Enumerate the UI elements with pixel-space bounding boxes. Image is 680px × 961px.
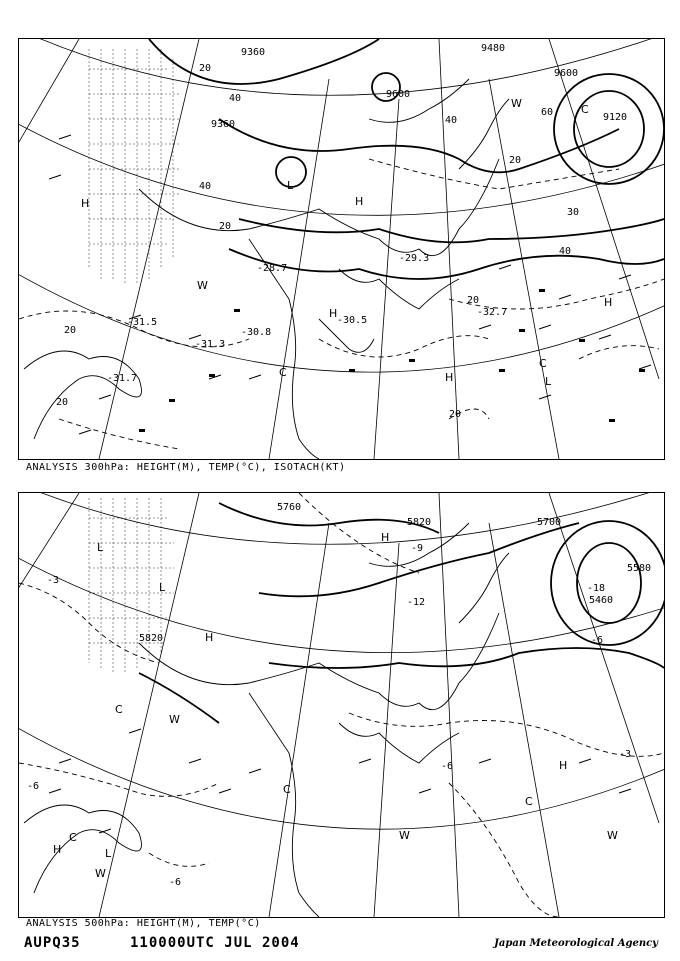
system-marker: L	[545, 375, 552, 388]
system-marker: H	[205, 631, 214, 644]
lower-latitude-circles	[19, 493, 664, 829]
system-marker: L	[287, 179, 294, 192]
isotach-label: 60	[541, 107, 554, 118]
system-marker: H	[53, 843, 62, 856]
upper-isotachs	[19, 159, 664, 449]
system-marker: L	[159, 581, 166, 594]
temp-label: -31.3	[195, 339, 226, 350]
upper-map-canvas	[19, 39, 664, 459]
system-marker: L	[105, 847, 112, 860]
system-marker: C	[115, 703, 123, 716]
system-marker: C	[539, 357, 547, 370]
temp-label: -30.5	[337, 315, 368, 326]
temp-label: -29.3	[399, 253, 430, 264]
temp-label: -9	[411, 543, 424, 554]
upper-height-contours	[149, 39, 664, 279]
temp-label: -31.5	[127, 317, 158, 328]
upper-wind-barbs	[49, 135, 651, 434]
temp-label: -18	[587, 583, 606, 594]
isotach-label: 20	[219, 221, 232, 232]
system-marker: H	[559, 759, 568, 772]
isotach-label: 40	[229, 93, 242, 104]
system-marker: W	[95, 867, 106, 880]
isotach-label: 40	[445, 115, 458, 126]
lower-map-canvas	[19, 493, 664, 917]
upper-panel-caption: ANALYSIS 300hPa: HEIGHT(M), TEMP(°C), ISOTACH(KT)	[26, 462, 346, 473]
system-marker: H	[381, 531, 390, 544]
isotach-label: 20	[449, 409, 462, 420]
system-marker: C	[283, 783, 291, 796]
system-marker: W	[399, 829, 410, 842]
lower-panel-caption: ANALYSIS 500hPa: HEIGHT(M), TEMP(°C)	[26, 918, 261, 929]
temp-label: -32.7	[477, 307, 508, 318]
isotach-label: 20	[64, 325, 77, 336]
system-marker: H	[329, 307, 338, 320]
height-label: 9120	[603, 112, 628, 123]
temp-label: -6	[169, 877, 182, 888]
system-marker: C	[279, 366, 287, 379]
chart-code: AUPQ35	[24, 935, 81, 951]
temp-label: -3	[47, 575, 60, 586]
system-marker: L	[97, 541, 104, 554]
temp-label: -3	[619, 749, 632, 760]
height-label: 5820	[407, 517, 432, 528]
system-marker: W	[197, 279, 208, 292]
height-label: 9600	[386, 89, 411, 100]
system-marker: C	[525, 795, 533, 808]
lower-500hpa-map	[18, 492, 665, 918]
chart-valid-time: 110000UTC JUL 2004	[130, 935, 300, 951]
lower-coastlines	[24, 523, 509, 917]
lower-wind-barbs	[49, 729, 631, 833]
temp-label: -12	[407, 597, 426, 608]
height-label: 5700	[537, 517, 562, 528]
system-marker: H	[445, 371, 454, 384]
system-marker: H	[355, 195, 364, 208]
height-label: 5580	[627, 563, 652, 574]
isotach-label: 20	[467, 295, 480, 306]
system-marker: W	[607, 829, 618, 842]
height-label: 5820	[139, 633, 164, 644]
temp-label: -6	[441, 761, 454, 772]
temp-label: -30.8	[241, 327, 272, 338]
temp-label: -31.7	[107, 373, 138, 384]
system-marker: W	[511, 97, 522, 110]
agency-credit: Japan Meteorological Agency	[494, 938, 658, 949]
system-marker: H	[604, 296, 613, 309]
height-label: 9360	[211, 119, 236, 130]
temp-label: -6	[27, 781, 40, 792]
height-label: 5460	[589, 595, 614, 606]
upper-station-marks	[139, 289, 645, 432]
isotach-label: 20	[199, 63, 212, 74]
height-label: 9600	[554, 68, 579, 79]
isotach-label: 40	[559, 246, 572, 257]
isotach-label: 20	[509, 155, 522, 166]
isotach-label: 20	[56, 397, 69, 408]
system-marker: C	[581, 103, 589, 116]
upper-hatch-region	[89, 49, 179, 284]
system-marker: C	[69, 831, 77, 844]
system-marker: H	[81, 197, 90, 210]
system-marker: W	[169, 713, 180, 726]
height-label: 5760	[277, 502, 302, 513]
lower-height-contours	[139, 503, 664, 723]
height-label: 9480	[481, 43, 506, 54]
temp-label: -6	[591, 635, 604, 646]
isotach-label: 40	[199, 181, 212, 192]
height-label: 9360	[241, 47, 266, 58]
temp-label: -28.7	[257, 263, 288, 274]
upper-300hpa-map	[18, 38, 665, 460]
isotach-label: 30	[567, 207, 580, 218]
